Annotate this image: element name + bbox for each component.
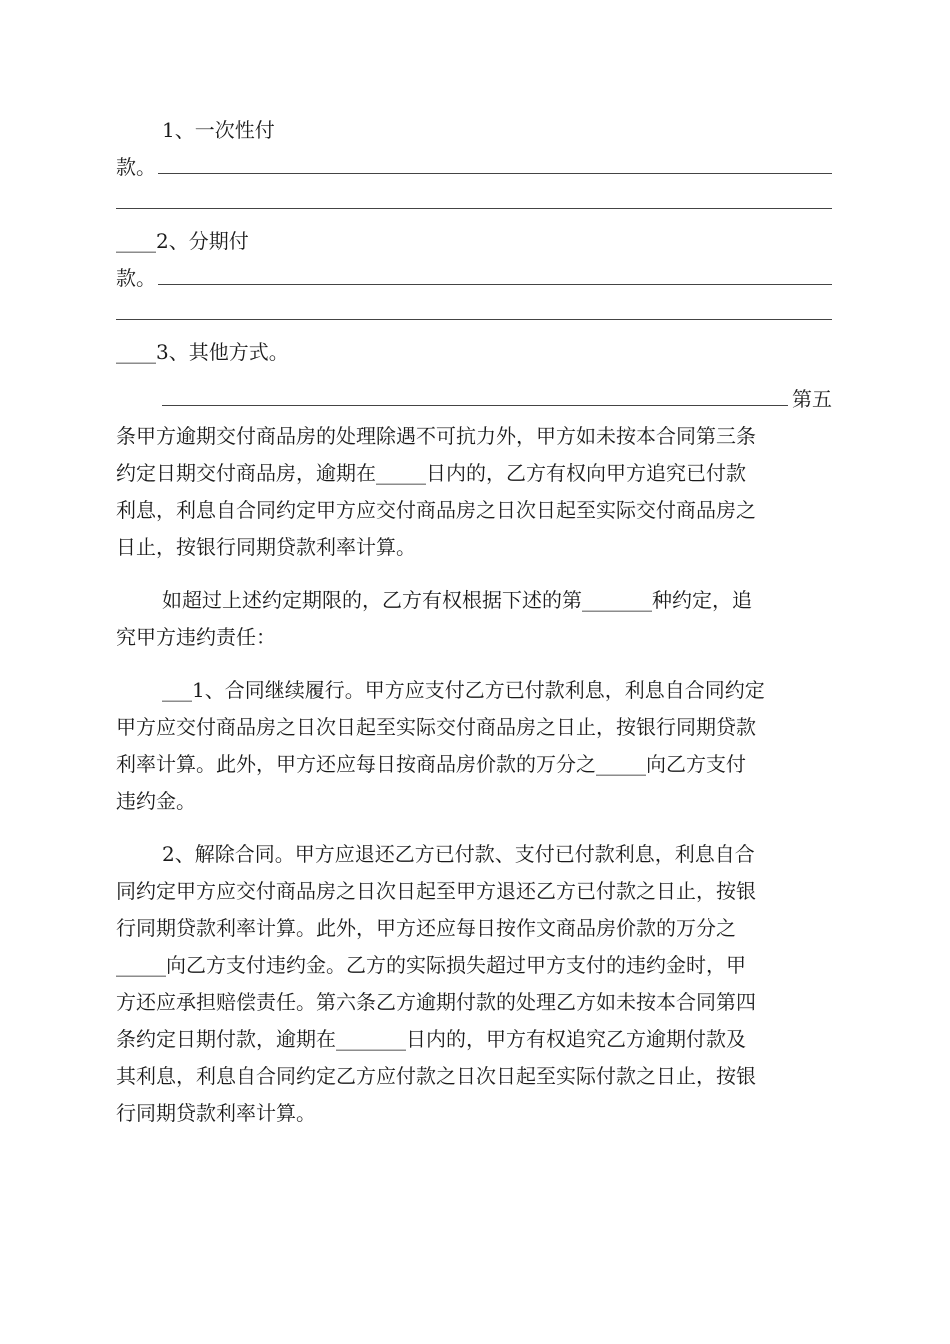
pay-installment-blank-line xyxy=(116,297,832,334)
pay-installment-fill-row xyxy=(116,260,832,297)
option2-line-5: 方还应承担赔偿责任。第六条乙方逾期付款的处理乙方如未按本合同第四 xyxy=(116,990,756,1014)
option1-line-2: 甲方应交付商品房之日次日起至实际交付商品房之日止，按银行同期贷款 xyxy=(116,715,756,739)
article5-head-row xyxy=(116,381,832,418)
option2-line-7: 其利息，利息自合同约定乙方应付款之日次日起至实际付款之日止，按银 xyxy=(116,1064,756,1088)
article5-line-2: 约定日期交付商品房，逾期在_____日内的，乙方有权向甲方追究已付款 xyxy=(116,461,746,485)
option2-line-8: 行同期贷款利率计算。 xyxy=(116,1101,316,1125)
option1-line-1: ___1、合同继续履行。甲方应支付乙方已付款利息，利息自合同约定 xyxy=(162,678,765,702)
pay-other-blank xyxy=(162,383,788,406)
contract-page xyxy=(116,112,832,1132)
article5-head: 第五 xyxy=(792,387,832,411)
pay-once-blank xyxy=(158,151,832,174)
exceed-line-1: 如超过上述约定期限的，乙方有权根据下述的第_______种约定，追 xyxy=(162,588,752,612)
option1-line-4: 违约金。 xyxy=(116,789,196,813)
pay-other-line: ____3、其他方式。 xyxy=(116,340,289,364)
option2-line-4: _____向乙方支付违约金。乙方的实际损失超过甲方支付的违约金时，甲 xyxy=(116,953,746,977)
exceed-line-2: 究甲方违约责任： xyxy=(116,625,276,649)
option2-line-1: 2、解除合同。甲方应退还乙方已付款、支付已付款利息，利息自合 xyxy=(162,842,755,866)
option2-line-3: 行同期贷款利率计算。此外，甲方还应每日按作文商品房价款的万分之 xyxy=(116,916,736,940)
article5-line-3: 利息，利息自合同约定甲方应交付商品房之日次日起至实际交付商品房之 xyxy=(116,498,756,522)
pay-once-line: 1、一次性付 xyxy=(162,118,275,142)
pay-once-fill-row xyxy=(116,149,832,186)
pay-once-blank-line xyxy=(116,186,832,223)
option2-line-2: 同约定甲方应交付商品房之日次日起至甲方退还乙方已付款之日止，按银 xyxy=(116,879,756,903)
option2-line-6: 条约定日期付款，逾期在_______日内的，甲方有权追究乙方逾期付款及 xyxy=(116,1027,746,1051)
article5-line-4: 日止，按银行同期贷款利率计算。 xyxy=(116,535,416,559)
pay-installment-line: ____2、分期付 xyxy=(116,229,249,253)
option1-line-3: 利率计算。此外，甲方还应每日按商品房价款的万分之_____向乙方支付 xyxy=(116,752,746,776)
pay-installment-blank xyxy=(158,262,832,285)
article5-line-1: 条甲方逾期交付商品房的处理除遇不可抗力外，甲方如未按本合同第三条 xyxy=(116,424,756,448)
pay-installment-tail: 款。 xyxy=(116,266,156,290)
pay-once-tail: 款。 xyxy=(116,155,156,179)
